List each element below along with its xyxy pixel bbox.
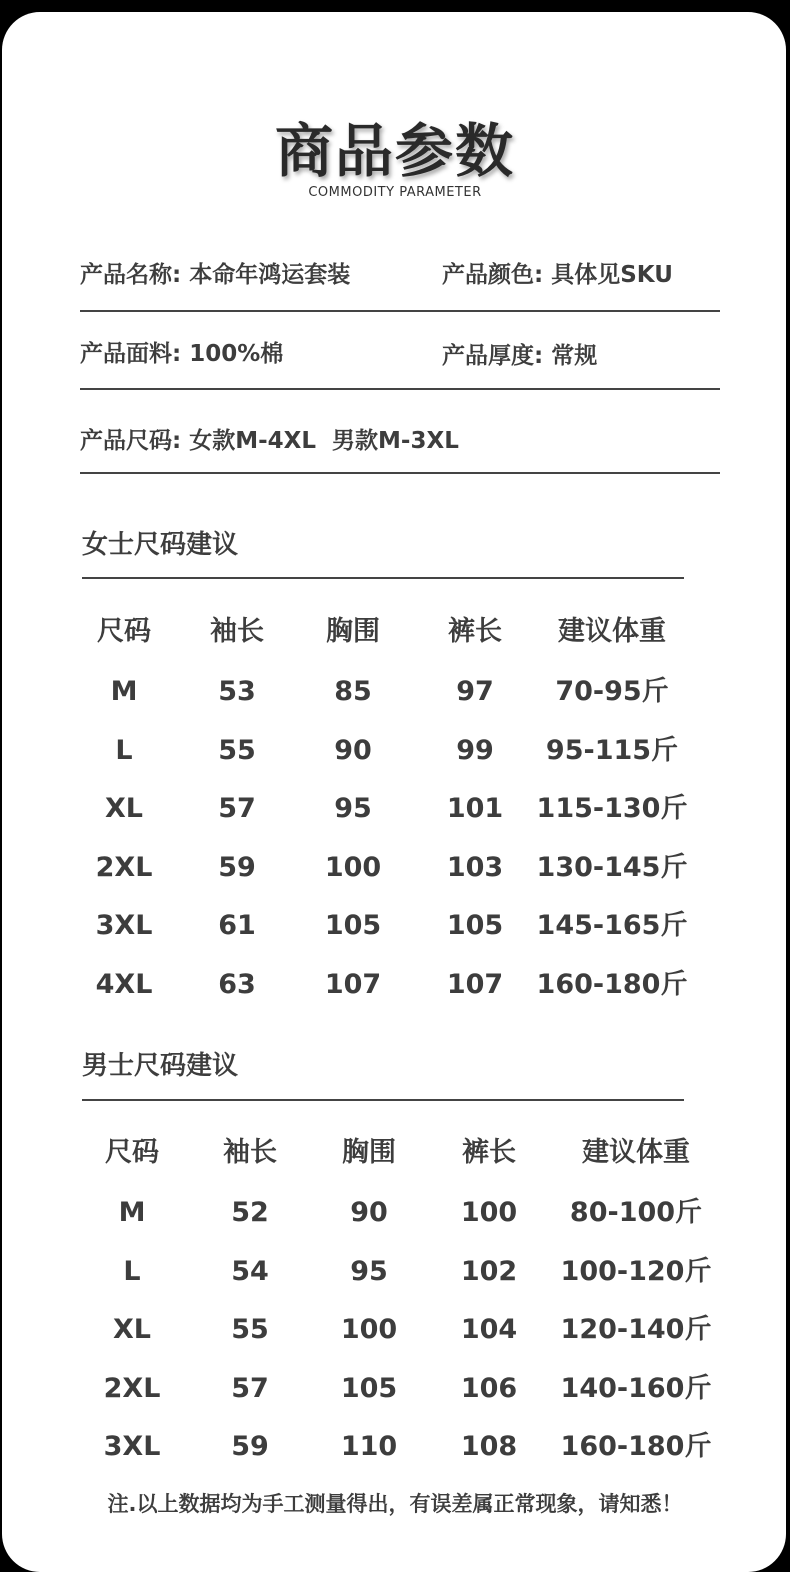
table-cell: 130-145斤 — [536, 851, 688, 883]
product-color: 产品颜色: 具体见SKU — [442, 262, 673, 288]
table-header-cell: 建议体重 — [558, 616, 666, 647]
table-cell: 95 — [334, 793, 372, 824]
table-cell: 59 — [231, 1431, 269, 1462]
table-cell: 145-165斤 — [536, 910, 688, 941]
table-cell: L — [123, 1255, 141, 1287]
table-header-cell: 袖长 — [223, 1137, 277, 1168]
table-cell: 100 — [324, 851, 382, 883]
table-cell: 105 — [324, 910, 382, 941]
table-cell: 108 — [460, 1431, 518, 1462]
table-cell: 105 — [446, 910, 504, 941]
table-cell: 120-140斤 — [560, 1314, 712, 1345]
footer-note: 注.以上数据均为手工测量得出，有误差属正常现象，请知悉！ — [107, 1492, 683, 1516]
table-cell: 95-115斤 — [545, 734, 679, 766]
table-header-cell: 裤长 — [462, 1137, 516, 1168]
table-cell: 54 — [231, 1255, 269, 1287]
table-cell: 100-120斤 — [560, 1255, 712, 1287]
table-cell: 107 — [446, 968, 504, 1000]
table-cell: 85 — [334, 676, 372, 707]
table-cell: 61 — [218, 910, 256, 941]
men-size-title: 男士尺码建议 — [82, 1051, 239, 1081]
women-size-title: 女士尺码建议 — [82, 530, 239, 560]
divider — [80, 472, 720, 474]
table-cell: M — [118, 1197, 146, 1228]
table-header-cell: 胸围 — [342, 1137, 396, 1168]
table-cell: 2XL — [95, 851, 153, 883]
table-cell: 90 — [350, 1197, 388, 1228]
table-cell: 99 — [456, 734, 494, 766]
table-cell: 110 — [340, 1431, 398, 1462]
product-thickness: 产品厚度: 常规 — [442, 343, 598, 369]
table-header-cell: 裤长 — [448, 616, 502, 647]
table-cell: 70-95斤 — [555, 676, 669, 707]
divider — [82, 577, 684, 579]
table-cell: 2XL — [103, 1372, 161, 1404]
table-cell: 63 — [218, 968, 256, 1000]
table-cell: 105 — [340, 1372, 398, 1404]
table-cell: 53 — [218, 676, 256, 707]
table-cell: 140-160斤 — [560, 1372, 712, 1404]
page-subtitle: COMMODITY PARAMETER — [308, 185, 482, 200]
table-cell: 55 — [231, 1314, 269, 1345]
table-cell: 104 — [460, 1314, 518, 1345]
table-cell: 57 — [218, 793, 256, 824]
table-cell: 3XL — [95, 910, 153, 941]
table-cell: 57 — [231, 1372, 269, 1404]
table-cell: 160-180斤 — [560, 1431, 712, 1462]
table-cell: 100 — [460, 1197, 518, 1228]
table-header-cell: 尺码 — [97, 616, 151, 647]
product-size: 产品尺码: 女款M-4XL 男款M-3XL — [80, 428, 459, 454]
table-header-cell: 建议体重 — [582, 1137, 690, 1168]
product-name: 产品名称: 本命年鸿运套装 — [80, 262, 351, 288]
table-cell: 4XL — [95, 968, 153, 1000]
table-cell: 160-180斤 — [536, 968, 688, 1000]
table-cell: 59 — [218, 851, 256, 883]
table-cell: 90 — [334, 734, 372, 766]
table-cell: 97 — [456, 676, 494, 707]
product-fabric: 产品面料: 100%棉 — [80, 341, 284, 367]
table-cell: M — [110, 676, 138, 707]
divider — [80, 310, 720, 312]
table-cell: 115-130斤 — [536, 793, 688, 824]
table-header-cell: 袖长 — [210, 616, 264, 647]
table-cell: 106 — [460, 1372, 518, 1404]
divider — [82, 1099, 684, 1101]
table-header-cell: 胸围 — [326, 616, 380, 647]
table-cell: 95 — [350, 1255, 388, 1287]
table-cell: L — [115, 734, 133, 766]
table-cell: 52 — [231, 1197, 269, 1228]
divider — [80, 388, 720, 390]
table-header-cell: 尺码 — [105, 1137, 159, 1168]
table-cell: XL — [104, 793, 144, 824]
table-cell: 102 — [460, 1255, 518, 1287]
table-cell: 103 — [446, 851, 504, 883]
table-cell: 100 — [340, 1314, 398, 1345]
table-cell: 3XL — [103, 1431, 161, 1462]
table-cell: 101 — [446, 793, 504, 824]
table-cell: 55 — [218, 734, 256, 766]
table-cell: XL — [112, 1314, 152, 1345]
page-title: 商品参数 — [274, 117, 515, 185]
table-cell: 80-100斤 — [569, 1197, 703, 1228]
table-cell: 107 — [324, 968, 382, 1000]
